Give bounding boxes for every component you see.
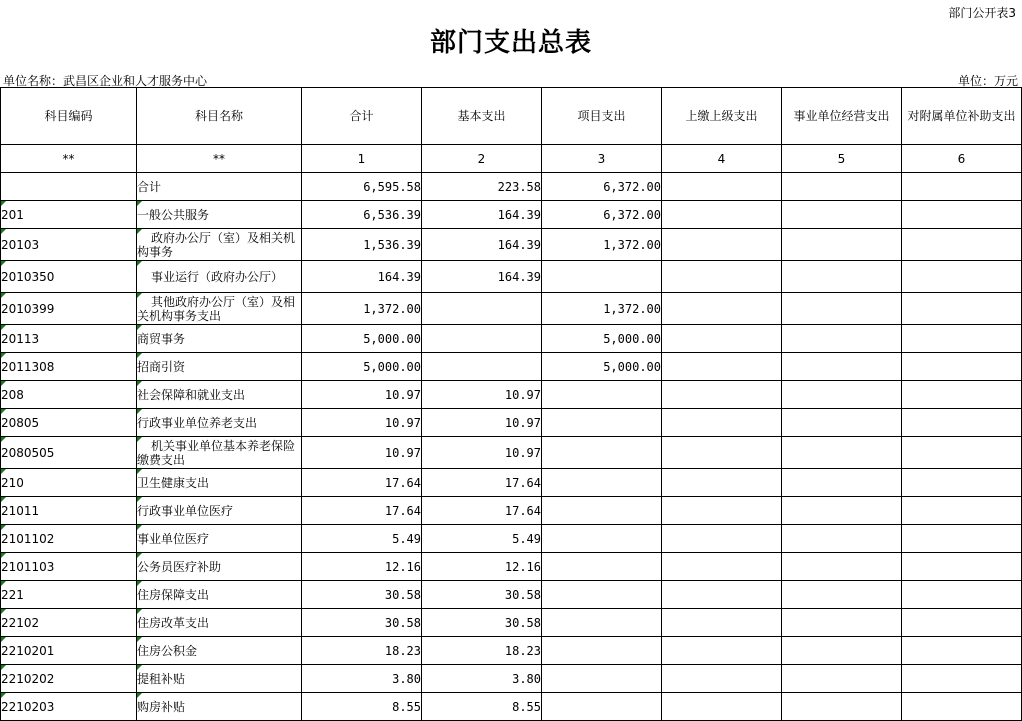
total-cell: 6,595.58 xyxy=(302,173,422,201)
table-row xyxy=(1,325,1022,353)
basic-expense-cell: 164.39 xyxy=(422,261,542,293)
subject-code-cell: 2011308 xyxy=(1,353,137,381)
column-index: ** xyxy=(137,145,302,173)
subsidiary-subsidy-cell xyxy=(902,693,1022,721)
subject-name-cell: 卫生健康支出 xyxy=(137,469,302,497)
subject-code-cell: 20113 xyxy=(1,325,137,353)
remit-upper-cell xyxy=(662,525,782,553)
remit-upper-cell xyxy=(662,581,782,609)
project-expense-cell xyxy=(542,525,662,553)
subject-code-cell: 2101103 xyxy=(1,553,137,581)
table-row xyxy=(1,609,1022,637)
subject-code-cell: 208 xyxy=(1,381,137,409)
subject-name-cell: 事业单位医疗 xyxy=(137,525,302,553)
table-row xyxy=(1,409,1022,437)
total-cell: 3.80 xyxy=(302,665,422,693)
total-cell: 10.97 xyxy=(302,409,422,437)
total-cell: 12.16 xyxy=(302,553,422,581)
subsidiary-subsidy-cell xyxy=(902,293,1022,325)
column-header: 对附属单位补助支出 xyxy=(902,88,1022,145)
business-operation-cell xyxy=(782,469,902,497)
subject-code-cell: 20103 xyxy=(1,229,137,261)
table-row xyxy=(1,665,1022,693)
project-expense-cell xyxy=(542,665,662,693)
column-index: ** xyxy=(1,145,137,173)
basic-expense-cell: 5.49 xyxy=(422,525,542,553)
subsidiary-subsidy-cell xyxy=(902,609,1022,637)
total-cell: 17.64 xyxy=(302,469,422,497)
project-expense-cell xyxy=(542,581,662,609)
subject-name-cell: 商贸事务 xyxy=(137,325,302,353)
currency-unit-label: 单位：万元 xyxy=(957,74,1018,88)
subsidiary-subsidy-cell xyxy=(902,325,1022,353)
total-cell: 5.49 xyxy=(302,525,422,553)
subsidiary-subsidy-cell xyxy=(902,381,1022,409)
table-row xyxy=(1,261,1022,293)
project-expense-cell xyxy=(542,381,662,409)
table-row xyxy=(1,497,1022,525)
subject-name-cell: 社会保障和就业支出 xyxy=(137,381,302,409)
table-row xyxy=(1,637,1022,665)
business-operation-cell xyxy=(782,637,902,665)
column-index: 4 xyxy=(662,145,782,173)
subject-name-cell: 合计 xyxy=(137,173,302,201)
basic-expense-cell: 10.97 xyxy=(422,409,542,437)
subject-name-cell: 机关事业单位基本养老保险缴费支出 xyxy=(137,437,302,469)
subject-name-cell: 住房保障支出 xyxy=(137,581,302,609)
project-expense-cell xyxy=(542,437,662,469)
project-expense-cell xyxy=(542,693,662,721)
remit-upper-cell xyxy=(662,353,782,381)
subject-code-cell: 2080505 xyxy=(1,437,137,469)
subsidiary-subsidy-cell xyxy=(902,353,1022,381)
subject-code-cell: 22102 xyxy=(1,609,137,637)
column-header: 事业单位经营支出 xyxy=(782,88,902,145)
subsidiary-subsidy-cell xyxy=(902,665,1022,693)
column-index: 3 xyxy=(542,145,662,173)
basic-expense-cell xyxy=(422,353,542,381)
subsidiary-subsidy-cell xyxy=(902,201,1022,229)
basic-expense-cell: 3.80 xyxy=(422,665,542,693)
basic-expense-cell: 10.97 xyxy=(422,381,542,409)
subject-code-cell: 2101102 xyxy=(1,525,137,553)
total-cell: 10.97 xyxy=(302,381,422,409)
subject-code-cell: 2210203 xyxy=(1,693,137,721)
table-row xyxy=(1,693,1022,721)
total-cell: 30.58 xyxy=(302,609,422,637)
business-operation-cell xyxy=(782,201,902,229)
remit-upper-cell xyxy=(662,325,782,353)
column-header: 基本支出 xyxy=(422,88,542,145)
basic-expense-cell: 30.58 xyxy=(422,609,542,637)
project-expense-cell: 1,372.00 xyxy=(542,229,662,261)
table-row xyxy=(1,437,1022,469)
remit-upper-cell xyxy=(662,381,782,409)
table-row xyxy=(1,229,1022,261)
subsidiary-subsidy-cell xyxy=(902,229,1022,261)
subject-name-cell: 行政事业单位医疗 xyxy=(137,497,302,525)
subject-code-cell: 2210202 xyxy=(1,665,137,693)
total-cell: 1,372.00 xyxy=(302,293,422,325)
column-header: 项目支出 xyxy=(542,88,662,145)
subject-code-cell: 2210201 xyxy=(1,637,137,665)
table-row xyxy=(1,469,1022,497)
total-cell: 5,000.00 xyxy=(302,353,422,381)
subject-name-cell: 其他政府办公厅（室）及相关机构事务支出 xyxy=(137,293,302,325)
unit-name-label: 单位名称：武昌区企业和人才服务中心 xyxy=(3,74,208,88)
remit-upper-cell xyxy=(662,693,782,721)
project-expense-cell xyxy=(542,637,662,665)
business-operation-cell xyxy=(782,173,902,201)
subsidiary-subsidy-cell xyxy=(902,261,1022,293)
subsidiary-subsidy-cell xyxy=(902,469,1022,497)
subsidiary-subsidy-cell xyxy=(902,437,1022,469)
column-header: 上缴上级支出 xyxy=(662,88,782,145)
total-cell: 1,536.39 xyxy=(302,229,422,261)
subject-name-cell: 事业运行（政府办公厅） xyxy=(137,261,302,293)
total-cell: 6,536.39 xyxy=(302,201,422,229)
basic-expense-cell: 12.16 xyxy=(422,553,542,581)
subject-code-cell: 2010350 xyxy=(1,261,137,293)
remit-upper-cell xyxy=(662,437,782,469)
subject-name-cell: 公务员医疗补助 xyxy=(137,553,302,581)
total-cell: 5,000.00 xyxy=(302,325,422,353)
subsidiary-subsidy-cell xyxy=(902,553,1022,581)
subject-name-cell: 行政事业单位养老支出 xyxy=(137,409,302,437)
column-index: 1 xyxy=(302,145,422,173)
project-expense-cell xyxy=(542,497,662,525)
table-row xyxy=(1,553,1022,581)
table-number-label: 部门公开表3 xyxy=(948,6,1016,20)
total-cell: 10.97 xyxy=(302,437,422,469)
basic-expense-cell: 17.64 xyxy=(422,497,542,525)
project-expense-cell: 5,000.00 xyxy=(542,353,662,381)
basic-expense-cell: 30.58 xyxy=(422,581,542,609)
subsidiary-subsidy-cell xyxy=(902,581,1022,609)
business-operation-cell xyxy=(782,353,902,381)
table-row xyxy=(1,525,1022,553)
business-operation-cell xyxy=(782,325,902,353)
basic-expense-cell: 8.55 xyxy=(422,693,542,721)
remit-upper-cell xyxy=(662,609,782,637)
basic-expense-cell: 164.39 xyxy=(422,229,542,261)
table-row xyxy=(1,353,1022,381)
total-cell: 8.55 xyxy=(302,693,422,721)
total-cell: 18.23 xyxy=(302,637,422,665)
subject-name-cell: 提租补贴 xyxy=(137,665,302,693)
business-operation-cell xyxy=(782,497,902,525)
column-index-row xyxy=(1,145,1022,173)
subject-name-cell: 住房改革支出 xyxy=(137,609,302,637)
project-expense-cell: 5,000.00 xyxy=(542,325,662,353)
remit-upper-cell xyxy=(662,201,782,229)
project-expense-cell xyxy=(542,609,662,637)
subject-code-cell: 221 xyxy=(1,581,137,609)
subject-code-cell xyxy=(1,173,137,201)
total-cell: 164.39 xyxy=(302,261,422,293)
business-operation-cell xyxy=(782,261,902,293)
total-cell: 17.64 xyxy=(302,497,422,525)
page-title: 部门支出总表 xyxy=(429,28,592,58)
business-operation-cell xyxy=(782,609,902,637)
project-expense-cell: 6,372.00 xyxy=(542,201,662,229)
project-expense-cell: 6,372.00 xyxy=(542,173,662,201)
remit-upper-cell xyxy=(662,497,782,525)
remit-upper-cell xyxy=(662,293,782,325)
business-operation-cell xyxy=(782,229,902,261)
subsidiary-subsidy-cell xyxy=(902,637,1022,665)
subsidiary-subsidy-cell xyxy=(902,497,1022,525)
subsidiary-subsidy-cell xyxy=(902,409,1022,437)
subsidiary-subsidy-cell xyxy=(902,173,1022,201)
remit-upper-cell xyxy=(662,229,782,261)
subject-code-cell: 21011 xyxy=(1,497,137,525)
header-row xyxy=(1,88,1022,145)
basic-expense-cell: 10.97 xyxy=(422,437,542,469)
column-index: 6 xyxy=(902,145,1022,173)
basic-expense-cell: 17.64 xyxy=(422,469,542,497)
column-index: 2 xyxy=(422,145,542,173)
business-operation-cell xyxy=(782,409,902,437)
subject-code-cell: 201 xyxy=(1,201,137,229)
remit-upper-cell xyxy=(662,261,782,293)
business-operation-cell xyxy=(782,525,902,553)
subject-code-cell: 210 xyxy=(1,469,137,497)
remit-upper-cell xyxy=(662,665,782,693)
project-expense-cell xyxy=(542,469,662,497)
column-header: 合计 xyxy=(302,88,422,145)
subject-name-cell: 招商引资 xyxy=(137,353,302,381)
basic-expense-cell xyxy=(422,325,542,353)
remit-upper-cell xyxy=(662,637,782,665)
project-expense-cell xyxy=(542,409,662,437)
basic-expense-cell: 18.23 xyxy=(422,637,542,665)
subject-name-cell: 一般公共服务 xyxy=(137,201,302,229)
table-row xyxy=(1,293,1022,325)
table-row xyxy=(1,173,1022,201)
table-row xyxy=(1,201,1022,229)
project-expense-cell: 1,372.00 xyxy=(542,293,662,325)
basic-expense-cell xyxy=(422,293,542,325)
column-index: 5 xyxy=(782,145,902,173)
subject-code-cell: 20805 xyxy=(1,409,137,437)
subject-name-cell: 住房公积金 xyxy=(137,637,302,665)
subject-code-cell: 2010399 xyxy=(1,293,137,325)
expenditure-table xyxy=(0,87,1022,721)
subject-name-cell: 购房补贴 xyxy=(137,693,302,721)
basic-expense-cell: 164.39 xyxy=(422,201,542,229)
column-header: 科目名称 xyxy=(137,88,302,145)
business-operation-cell xyxy=(782,381,902,409)
table-row xyxy=(1,581,1022,609)
business-operation-cell xyxy=(782,665,902,693)
business-operation-cell xyxy=(782,553,902,581)
business-operation-cell xyxy=(782,293,902,325)
remit-upper-cell xyxy=(662,553,782,581)
remit-upper-cell xyxy=(662,173,782,201)
business-operation-cell xyxy=(782,693,902,721)
basic-expense-cell: 223.58 xyxy=(422,173,542,201)
table-row xyxy=(1,381,1022,409)
remit-upper-cell xyxy=(662,409,782,437)
subsidiary-subsidy-cell xyxy=(902,525,1022,553)
remit-upper-cell xyxy=(662,469,782,497)
column-header: 科目编码 xyxy=(1,88,137,145)
project-expense-cell xyxy=(542,553,662,581)
business-operation-cell xyxy=(782,581,902,609)
business-operation-cell xyxy=(782,437,902,469)
total-cell: 30.58 xyxy=(302,581,422,609)
project-expense-cell xyxy=(542,261,662,293)
subject-name-cell: 政府办公厅（室）及相关机构事务 xyxy=(137,229,302,261)
